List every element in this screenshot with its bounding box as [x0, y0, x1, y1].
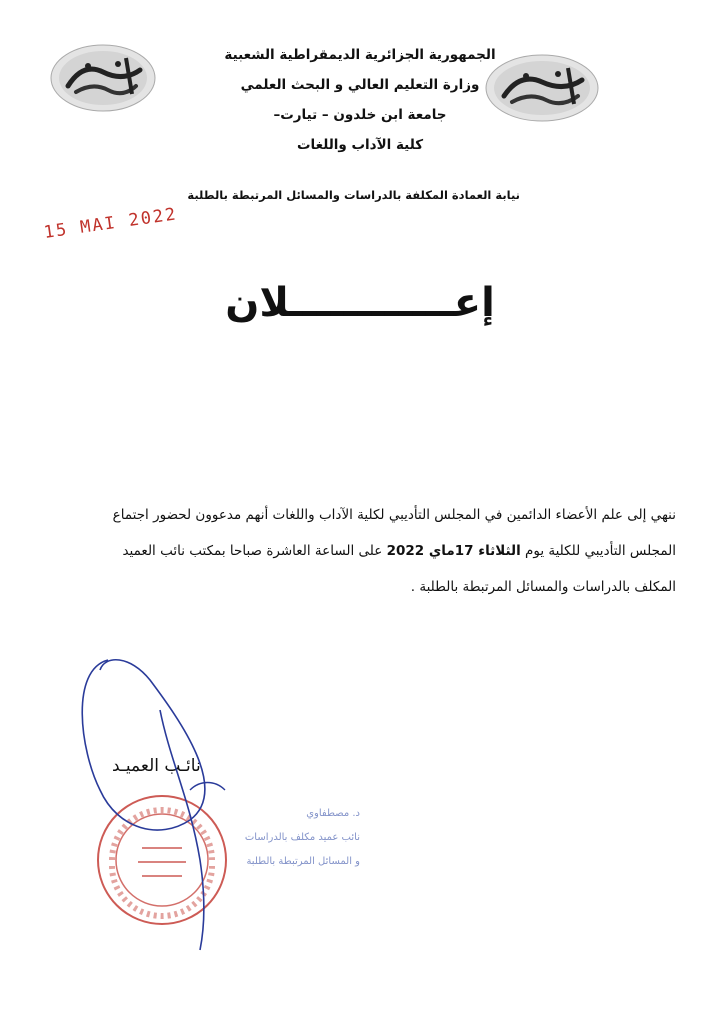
body-line-2-end: على الساعة العاشرة صباحا بمكتب نائب العميد	[122, 543, 387, 559]
deanship-office: نيابة العمادة المكلفة بالدراسات والمسائل المرتبطة بالطلبة	[187, 188, 520, 202]
faculty-name: كلية الآداب واللغات	[296, 137, 424, 153]
official-name-stamp	[190, 802, 360, 892]
body-line-2	[56, 533, 676, 569]
university-name: جامعة ابن خلدون – تيارت–	[273, 107, 447, 123]
body-line-3: المكلف بالدراسات والمسائل المرتبطة بالطلبة .	[410, 579, 676, 595]
stamp-line-3: و المسائل المرتبطة بالطلبة	[246, 856, 360, 867]
body-line-1: ننهي إلى علم الأعضاء الدائمين في المجلس التأديبي لكلية الآداب واللغات أنهم مدعوون لحضور اجتماع	[112, 507, 676, 523]
letterhead	[190, 40, 530, 160]
stamp-line-1: د. مصطفاوي	[306, 808, 360, 819]
announcement-body	[56, 497, 676, 605]
meeting-date: الثلاثاء 17ماي 2022	[386, 543, 521, 559]
republic-name: الجمهورية الجزائرية الديمقراطية الشعبية	[224, 47, 496, 63]
university-logo-icon	[48, 42, 158, 114]
announcement-title: إعــــــــــــلان	[225, 280, 495, 326]
signatory-title: نائـب العميـد	[112, 756, 201, 776]
stamp-line-2: نائب عميد مكلف بالدراسات	[244, 832, 360, 843]
university-logo-left	[48, 42, 158, 114]
ministry-name: وزارة التعليم العالي و البحث العلمي	[240, 77, 480, 93]
body-line-2-start: المجلس التأديبي للكلية يوم	[520, 543, 676, 559]
date-stamp: 15 MAI 2022	[42, 204, 179, 243]
